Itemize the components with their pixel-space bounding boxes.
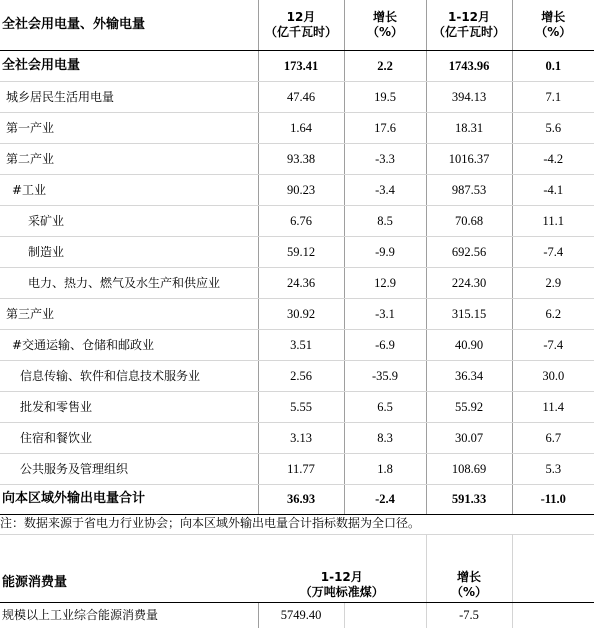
row-label: 规模以上工业综合能源消费量 — [2, 608, 159, 623]
energy-table — [0, 534, 594, 628]
cell-ytd-growth: 5.3 — [512, 453, 594, 484]
cell-dec-growth: 17.6 — [344, 112, 426, 143]
col-header-ytd-growth-l1: 增长 — [541, 9, 566, 24]
col-header-dec-growth-l2: （%） — [366, 24, 404, 39]
cell-ytd-growth: -11.0 — [512, 484, 594, 514]
cell-ytd-growth: 11.1 — [512, 205, 594, 236]
col-header-dec — [258, 0, 344, 50]
cell-ytd-growth: -4.1 — [512, 174, 594, 205]
row-label: 第二产业 — [0, 143, 258, 174]
row-label: 向本区域外输出电量合计 — [0, 484, 258, 514]
col-header-energy-growth-l2: （%） — [450, 584, 488, 599]
cell-ytd: 692.56 — [426, 236, 512, 267]
table-row — [0, 174, 594, 205]
row-label: 全社会用电量 — [0, 50, 258, 81]
row-label: 住宿和餐饮业 — [0, 422, 258, 453]
cell-dec: 173.41 — [258, 50, 344, 81]
cell-dec: 3.51 — [258, 329, 344, 360]
cell-dec: 30.92 — [258, 298, 344, 329]
table-row — [0, 360, 594, 391]
table-row — [0, 50, 594, 81]
table-row — [0, 143, 594, 174]
cell-dec: 5.55 — [258, 391, 344, 422]
empty-cell — [512, 534, 594, 602]
col-header-dec-l2: （亿千瓦时） — [264, 24, 337, 39]
table-row — [0, 298, 594, 329]
table-row — [0, 236, 594, 267]
cell-ytd: 36.34 — [426, 360, 512, 391]
col-header-dec-growth — [344, 0, 426, 50]
col-header-ytd-l1: 1-12月 — [447, 9, 491, 24]
cell-dec: 24.36 — [258, 267, 344, 298]
row-label: #工业 — [0, 174, 258, 205]
cell-ytd-growth: 6.7 — [512, 422, 594, 453]
footnote: 注：数据来源于省电力行业协会；向本区域外输出电量合计指标数据为全口径。 — [0, 512, 594, 535]
row-label: 第三产业 — [0, 298, 258, 329]
cell-energy-growth: -7.5 — [426, 602, 512, 628]
empty-cell — [512, 602, 594, 628]
col-header-dec-growth-l1: 增长 — [372, 9, 397, 24]
cell-ytd: 1016.37 — [426, 143, 512, 174]
cell-ytd-growth: 0.1 — [512, 50, 594, 81]
cell-ytd-growth: 2.9 — [512, 267, 594, 298]
cell-dec-growth: 2.2 — [344, 50, 426, 81]
row-label: 城乡居民生活用电量 — [0, 81, 258, 112]
cell-dec: 59.12 — [258, 236, 344, 267]
energy-header-row — [0, 534, 594, 602]
row-label: 制造业 — [0, 236, 258, 267]
energy-title: 能源消费量 — [0, 534, 258, 602]
cell-dec-growth: -2.4 — [344, 484, 426, 514]
cell-dec: 93.38 — [258, 143, 344, 174]
table-row — [0, 81, 594, 112]
col-header-ytd-l2: （亿千瓦时） — [432, 24, 505, 39]
cell-ytd: 108.69 — [426, 453, 512, 484]
cell-dec-growth: -3.4 — [344, 174, 426, 205]
row-label: 第一产业 — [0, 112, 258, 143]
table-row — [0, 329, 594, 360]
row-label: 批发和零售业 — [0, 391, 258, 422]
table-header-row — [0, 0, 594, 50]
cell-ytd-growth: 5.6 — [512, 112, 594, 143]
cell-dec-growth: 6.5 — [344, 391, 426, 422]
table-row — [0, 391, 594, 422]
cell-dec-growth: 19.5 — [344, 81, 426, 112]
cell-dec-growth: 12.9 — [344, 267, 426, 298]
cell-dec-growth: 1.8 — [344, 453, 426, 484]
cell-ytd-growth: 6.2 — [512, 298, 594, 329]
cell-ytd-growth: -7.4 — [512, 329, 594, 360]
cell-ytd-growth: -7.4 — [512, 236, 594, 267]
col-header-ytd-growth — [512, 0, 594, 50]
table-row — [0, 453, 594, 484]
col-header-ytd-growth-l2: （%） — [535, 24, 572, 39]
cell-ytd-growth: -4.2 — [512, 143, 594, 174]
table-row — [0, 267, 594, 298]
cell-dec-growth: -3.1 — [344, 298, 426, 329]
cell-energy-ytd: 5749.40 — [258, 602, 344, 628]
cell-dec-growth: 8.5 — [344, 205, 426, 236]
cell-ytd: 394.13 — [426, 81, 512, 112]
cell-ytd: 224.30 — [426, 267, 512, 298]
col-header-energy-growth — [426, 534, 512, 602]
cell-ytd: 1743.96 — [426, 50, 512, 81]
cell-ytd: 40.90 — [426, 329, 512, 360]
cell-ytd: 315.15 — [426, 298, 512, 329]
row-label: 公共服务及管理组织 — [0, 453, 258, 484]
energy-row — [0, 602, 594, 628]
cell-dec: 1.64 — [258, 112, 344, 143]
cell-dec: 6.76 — [258, 205, 344, 236]
cell-ytd: 30.07 — [426, 422, 512, 453]
col-header-ytd — [426, 0, 512, 50]
cell-dec: 2.56 — [258, 360, 344, 391]
cell-ytd-growth: 11.4 — [512, 391, 594, 422]
cell-dec-growth: 8.3 — [344, 422, 426, 453]
cell-dec: 11.77 — [258, 453, 344, 484]
cell-dec: 3.13 — [258, 422, 344, 453]
col-header-energy-ytd — [258, 534, 426, 602]
col-header-dec-l1: 12月 — [286, 9, 316, 24]
cell-ytd: 55.92 — [426, 391, 512, 422]
cell-ytd: 18.31 — [426, 112, 512, 143]
table-row — [0, 112, 594, 143]
cell-dec: 36.93 — [258, 484, 344, 514]
cell-dec-growth: -3.3 — [344, 143, 426, 174]
table-row — [0, 422, 594, 453]
empty-cell — [344, 602, 426, 628]
table-row — [0, 205, 594, 236]
table-title: 全社会用电量、外输电量 — [0, 0, 258, 50]
cell-ytd-growth: 30.0 — [512, 360, 594, 391]
cell-dec-growth: -6.9 — [344, 329, 426, 360]
row-label: 电力、热力、燃气及水生产和供应业 — [0, 267, 258, 298]
col-header-energy-growth-l1: 增长 — [456, 569, 481, 584]
col-header-energy-ytd-l1: 1-12月 — [320, 569, 363, 584]
row-label: #交通运输、仓储和邮政业 — [0, 329, 258, 360]
cell-dec: 47.46 — [258, 81, 344, 112]
table-row-total — [0, 484, 594, 514]
row-label: 信息传输、软件和信息技术服务业 — [0, 360, 258, 391]
cell-dec-growth: -35.9 — [344, 360, 426, 391]
cell-dec: 90.23 — [258, 174, 344, 205]
row-label: 采矿业 — [0, 205, 258, 236]
cell-ytd: 591.33 — [426, 484, 512, 514]
col-header-energy-ytd-l2: （万吨标准煤） — [299, 584, 384, 599]
cell-dec-growth: -9.9 — [344, 236, 426, 267]
cell-ytd-growth: 7.1 — [512, 81, 594, 112]
cell-ytd: 987.53 — [426, 174, 512, 205]
cell-ytd: 70.68 — [426, 205, 512, 236]
